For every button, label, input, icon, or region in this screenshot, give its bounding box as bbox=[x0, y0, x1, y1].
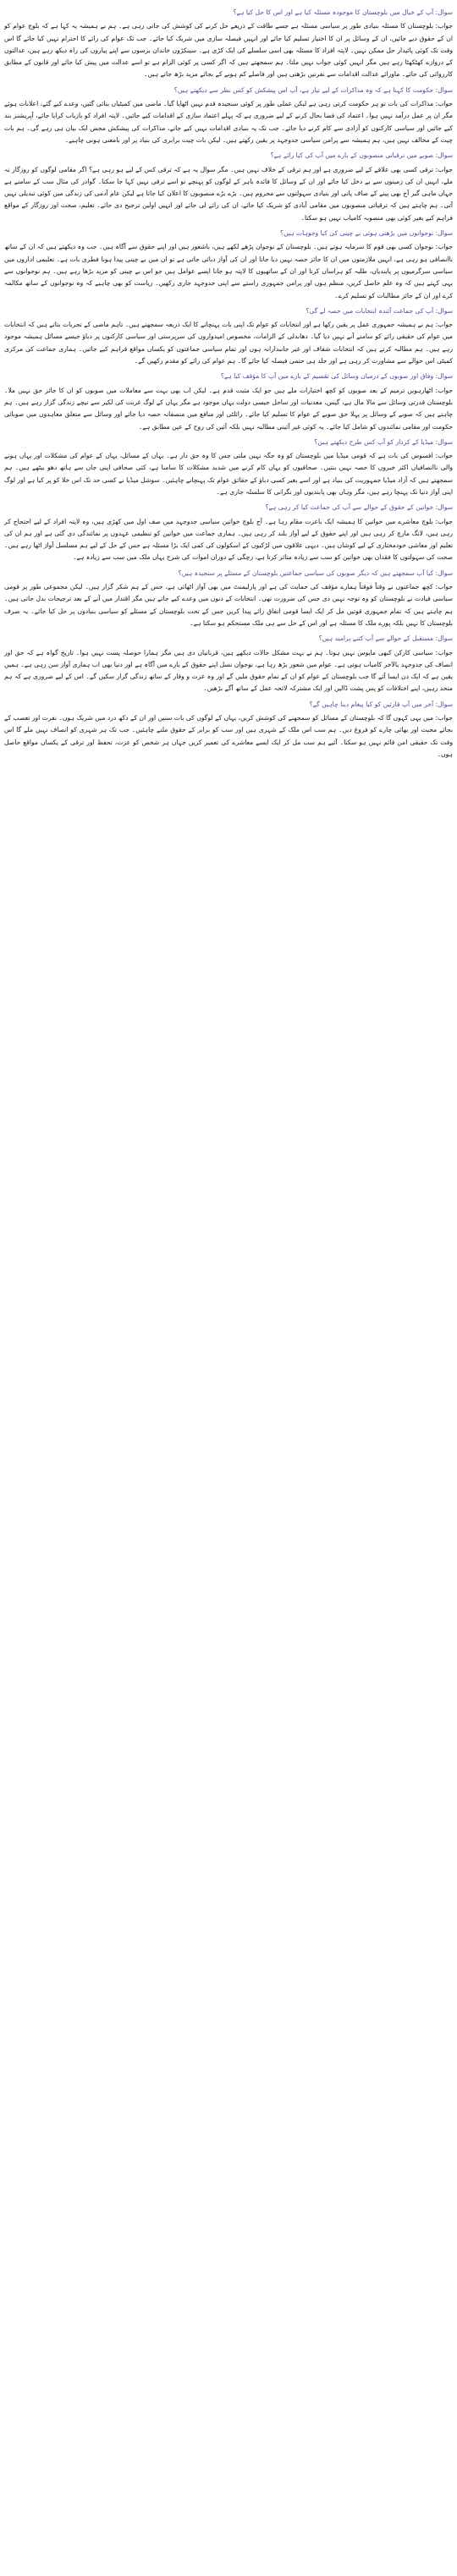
question-5: سوال: آپ کی جماعت آئندہ انتخابات میں حصہ لے گی؟ bbox=[306, 306, 453, 315]
answer-8: جواب: بلوچ معاشرے میں خواتین کا ہمیشہ ایک باعزت مقام رہا ہے۔ آج بلوچ خواتین سیاسی جدوجہد میں صف اول میں کھڑی ہیں، وہ لاپتہ افراد کے لیے احتجاج کر رہی ہیں، لانگ مارچ کر رہی ہیں اور اپنے حقوق کے لیے آواز بلند کر رہی ہیں۔ ہماری جماعت میں خواتین کو تنظیمی عہدوں پر نمائندگی دی گئی ہے اور ہم ان کی تعلیم اور معاشی خودمختاری کے لیے کوشاں ہیں۔ دیہی علاقوں میں لڑکیوں کے اسکولوں کی کمی ایک بڑا مسئلہ ہے جس کے حل کے لیے ہم مسلسل آواز اٹھا رہے ہیں۔ صحت کی سہولتوں کا فقدان بھی خواتین کو سب سے زیادہ متاثر کرتا ہے، زچگی کے دوران اموات کی شرح یہاں ملک میں سب سے زیادہ ہے۔ bbox=[4, 517, 453, 562]
question-10: سوال: مستقبل کے حوالے سے آپ کتنے پرامید ہیں؟ bbox=[318, 634, 453, 643]
question-6: سوال: وفاق اور صوبوں کے درمیان وسائل کی تقسیم کے بارے میں آپ کا مؤقف کیا ہے؟ bbox=[220, 372, 453, 381]
answer-10: جواب: سیاسی کارکن کبھی مایوس نہیں ہوتا۔ ہم نے بہت مشکل حالات دیکھے ہیں، قربانیاں دی ہیں مگر ہمارا حوصلہ پست نہیں ہوا۔ تاریخ گواہ ہے کہ حق اور انصاف کی جدوجہد بالآخر کامیاب ہوتی ہے۔ عوام میں شعور بڑھ رہا ہے، نوجوان نسل اپنے حقوق کے بارے میں آگاہ ہے اور دنیا بھی اب ہماری آواز سن رہی ہے۔ ہمیں یقین ہے کہ ایک دن ایسا آئے گا جب بلوچستان کے عوام کو ان کے تمام حقوق ملیں گے اور وہ عزت و وقار کے ساتھ زندگی گزار سکیں گے۔ اس کے لیے ضروری ہے کہ ہم متحد رہیں، اپنے اختلافات کو پس پشت ڈالیں اور ایک مشترکہ لائحہ عمل کے ساتھ آگے بڑھیں۔ bbox=[4, 648, 453, 693]
answer-6: جواب: اٹھارہویں ترمیم کے بعد صوبوں کو کچھ اختیارات ملے ہیں جو ایک مثبت قدم ہے۔ لیکن اب بھی بہت سے معاملات میں صوبوں کو ان کا جائز حق نہیں ملا۔ بلوچستان قدرتی وسائل سے مالا مال ہے، گیس، معدنیات اور ساحل جیسی دولت یہاں موجود ہے مگر یہاں کے لوگ غربت کی لکیر سے نیچے زندگی گزار رہے ہیں۔ ہم چاہتے ہیں کہ صوبے کے وسائل پر پہلا حق صوبے کے عوام کا تسلیم کیا جائے۔ رائلٹی اور منافع میں منصفانہ حصہ دیا جائے اور وسائل سے متعلق معاہدوں میں صوبائی حکومت اور مقامی نمائندوں کو شامل کیا جائے۔ یہ کوئی غیر آئینی مطالبہ نہیں بلکہ آئین کی روح کے عین مطابق ہے۔ bbox=[4, 386, 453, 431]
question-8: سوال: خواتین کے حقوق کے حوالے سے آپ کی جماعت کیا کر رہی ہے؟ bbox=[265, 503, 453, 512]
answer-5: جواب: ہم نے ہمیشہ جمہوری عمل پر یقین رکھا ہے اور انتخابات کو عوام تک اپنی بات پہنچانے کا ایک ذریعہ سمجھتے ہیں۔ تاہم ماضی کے تجربات بتاتے ہیں کہ انتخابات میں عوام کی حقیقی رائے کو سامنے آنے نہیں دیا گیا۔ دھاندلی کے الزامات، مخصوص امیدواروں کی سرپرستی اور سیاسی کارکنوں پر دباؤ جیسے مسائل ہمیشہ موجود رہے ہیں۔ ہم مطالبہ کرتے ہیں کہ انتخابات شفاف اور غیر جانبدارانہ ہوں اور تمام سیاسی جماعتوں کو یکساں مواقع فراہم کیے جائیں۔ ہماری جماعت کی مرکزی کمیٹی اس حوالے سے مشاورت کر رہی ہے اور جلد ہی حتمی فیصلہ کیا جائے گا۔ ہم عوام کی رائے کو مقدم رکھیں گے۔ bbox=[4, 321, 453, 365]
question-4: سوال: نوجوانوں میں بڑھتی ہوئی بے چینی کی کیا وجوہات ہیں؟ bbox=[280, 229, 453, 238]
question-3: سوال: صوبے میں ترقیاتی منصوبوں کے بارے میں آپ کی کیا رائے ہے؟ bbox=[270, 151, 453, 160]
question-1: سوال: آپ کے خیال میں بلوچستان کا موجودہ مسئلہ کیا ہے اور اس کا حل کیا ہے؟ bbox=[233, 8, 453, 16]
answer-1: جواب: بلوچستان کا مسئلہ بنیادی طور پر سیاسی مسئلہ ہے جسے طاقت کے ذریعے حل کرنے کی کوشش کی جاتی رہی ہے۔ ہم نے ہمیشہ یہ کہا ہے کہ بلوچ عوام کو ان کے حقوق دیے جائیں، ان کے وسائل پر ان کا اختیار تسلیم کیا جائے اور انہیں فیصلہ سازی میں شریک کیا جائے۔ جب تک عوام کی رائے کا احترام نہیں کیا جائے گا اس وقت تک کوئی پائیدار حل ممکن نہیں۔ لاپتہ افراد کا مسئلہ بھی اسی سلسلے کی ایک کڑی ہے۔ سینکڑوں خاندان برسوں سے اپنے پیاروں کی راہ دیکھ رہے ہیں، عدالتوں کے دروازے کھٹکھٹا رہے ہیں مگر انہیں کوئی جواب نہیں ملتا۔ ہم سمجھتے ہیں کہ اگر کسی پر کوئی الزام ہے تو اسے عدالت میں پیش کیا جائے اور قانون کے مطابق کارروائی کی جائے۔ ماورائے عدالت اقدامات سے نفرتیں بڑھتی ہیں اور فاصلے کم ہونے کے بجائے مزید بڑھ جاتے ہیں۔ bbox=[4, 22, 453, 79]
answer-7: جواب: افسوس کی بات ہے کہ قومی میڈیا میں بلوچستان کو وہ جگہ نہیں ملتی جس کا وہ حق دار ہے۔ یہاں کے مسائل، یہاں کے عوام کی مشکلات اور یہاں ہونے والی ناانصافیاں اکثر خبروں کا حصہ نہیں بنتیں۔ صحافیوں کو یہاں کام کرنے میں شدید مشکلات کا سامنا ہے، کئی صحافی اپنی جان سے ہاتھ دھو بیٹھے ہیں۔ ہم سمجھتے ہیں کہ آزاد میڈیا جمہوریت کی بنیاد ہے اور اسے بغیر کسی دباؤ کے حقائق عوام تک پہنچانے چاہئیں۔ سوشل میڈیا نے کسی حد تک اس خلا کو پر کیا ہے اور لوگ اپنی آواز دنیا تک پہنچا رہے ہیں، مگر وہاں بھی پابندیوں اور نگرانی کا سلسلہ جاری ہے۔ bbox=[4, 452, 453, 496]
answer-9: جواب: کچھ جماعتوں نے وقتاً فوقتاً ہمارے مؤقف کی حمایت کی ہے اور پارلیمنٹ میں بھی آواز اٹھائی ہے، جس کے ہم شکر گزار ہیں۔ لیکن مجموعی طور پر قومی سیاسی قیادت نے بلوچستان کو وہ توجہ نہیں دی جس کی ضرورت تھی۔ انتخابات کے دنوں میں وعدے کیے جاتے ہیں مگر اقتدار میں آنے کے بعد ترجیحات بدل جاتی ہیں۔ ہم چاہتے ہیں کہ تمام جمہوری قوتیں مل کر ایک ایسا قومی اتفاق رائے پیدا کریں جس کے تحت بلوچستان کے مسئلے کو سیاسی بنیادوں پر حل کیا جائے۔ یہ صرف بلوچستان کا نہیں بلکہ پورے ملک کا مسئلہ ہے اور اس کے حل سے ہی ملک مستحکم ہو سکتا ہے۔ bbox=[4, 583, 453, 627]
question-2: سوال: حکومت کا کہنا ہے کہ وہ مذاکرات کے لیے تیار ہے، آپ اس پیشکش کو کس نظر سے دیکھتے ہیں؟ bbox=[173, 85, 453, 94]
answer-4: جواب: نوجوان کسی بھی قوم کا سرمایہ ہوتے ہیں۔ بلوچستان کے نوجوان پڑھے لکھے ہیں، باشعور ہیں اور اپنے حقوق سے آگاہ ہیں۔ جب وہ دیکھتے ہیں کہ ان کے ساتھ ناانصافی ہو رہی ہے، انہیں ملازمتوں میں ان کا جائز حصہ نہیں دیا جاتا اور ان کی آواز دبائی جاتی ہے تو ان میں بے چینی پیدا ہونا فطری بات ہے۔ تعلیمی اداروں میں سیاسی سرگرمیوں پر پابندیاں، طلبہ کو ہراساں کرنا اور ان کے ساتھیوں کا لاپتہ ہو جانا ایسے عوامل ہیں جو اس بے چینی کو مزید بڑھا رہے ہیں۔ ہم نوجوانوں سے یہی کہتے ہیں کہ وہ علم حاصل کریں، منظم ہوں اور پرامن جمہوری راستے سے اپنی جدوجہد جاری رکھیں۔ ریاست کو بھی چاہیے کہ وہ نوجوانوں کے ساتھ مکالمہ کرے اور ان کے جائز مطالبات کو تسلیم کرے۔ bbox=[4, 243, 453, 299]
question-9: سوال: کیا آپ سمجھتے ہیں کہ دیگر صوبوں کی سیاسی جماعتیں بلوچستان کے مسئلے پر سنجیدہ ہیں؟ bbox=[178, 568, 453, 577]
answer-2: جواب: مذاکرات کی بات تو ہر حکومت کرتی رہی ہے لیکن عملی طور پر کوئی سنجیدہ قدم نہیں اٹھایا گیا۔ ماضی میں کمیٹیاں بنائی گئیں، وعدے کیے گئے، اعلانات ہوئے مگر ان پر عمل درآمد نہیں ہوا۔ اعتماد کی فضا بحال کرنے کے لیے ضروری ہے کہ پہلے اعتماد سازی کے اقدامات کیے جائیں۔ لاپتہ افراد کو بازیاب کرایا جائے، آپریشنز بند کیے جائیں اور سیاسی کارکنوں کو آزادی سے کام کرنے دیا جائے۔ جب تک یہ بنیادی اقدامات نہیں کیے جاتے، مذاکرات کی پیشکش محض ایک بیان ہی رہے گی۔ ہم بات چیت کے مخالف نہیں ہیں، ہم ہمیشہ سے پرامن سیاسی جدوجہد پر یقین رکھتے ہیں۔ لیکن بات چیت برابری کی بنیاد پر اور بامعنی ہونی چاہیے۔ bbox=[4, 100, 453, 144]
answer-3: جواب: ترقی کسی بھی علاقے کے لیے ضروری ہے اور ہم ترقی کے خلاف نہیں ہیں۔ مگر سوال یہ ہے کہ ترقی کس کے لیے ہو رہی ہے؟ اگر مقامی لوگوں کو روزگار نہ ملے، انہیں ان کی زمینوں سے بے دخل کیا جائے اور ان کے وسائل کا فائدہ باہر کے لوگوں کو پہنچے تو اسے ترقی نہیں کہا جا سکتا۔ گوادر کی مثال سب کے سامنے ہے جہاں ماہی گیر آج بھی پینے کے صاف پانی اور بنیادی سہولتوں سے محروم ہیں۔ بڑے بڑے منصوبوں کا اعلان کیا جاتا ہے لیکن عام آدمی کی زندگی میں کوئی تبدیلی نہیں آتی۔ ہم چاہتے ہیں کہ ترقیاتی منصوبوں میں مقامی آبادی کو شریک کیا جائے، ان کی رائے لی جائے اور انہیں اولین ترجیح دی جائے۔ تعلیم، صحت اور روزگار کے مواقع فراہم کیے بغیر کوئی بھی منصوبہ کامیاب نہیں ہو سکتا۔ bbox=[4, 165, 453, 222]
question-7: سوال: میڈیا کے کردار کو آپ کس طرح دیکھتے ہیں؟ bbox=[314, 437, 453, 446]
answer-11: جواب: میں یہی کہوں گا کہ بلوچستان کے مسائل کو سمجھنے کی کوشش کریں، یہاں کے لوگوں کی بات سنیں اور ان کے دکھ درد میں شریک ہوں۔ نفرت اور تعصب کے بجائے محبت اور بھائی چارے کو فروغ دیں۔ ہم سب اس ملک کے شہری ہیں اور سب کو برابر کے حقوق ملنے چاہئیں۔ جب تک ہر شہری کو انصاف نہیں ملے گا اس وقت تک حقیقی امن قائم نہیں ہو سکتا۔ آئیے ہم سب مل کر ایک ایسے معاشرے کی تعمیر کریں جہاں ہر شخص کو عزت، تحفظ اور ترقی کے یکساں مواقع حاصل ہوں۔ bbox=[4, 714, 453, 758]
question-11: سوال: آخر میں آپ قارئین کو کیا پیغام دینا چاہیں گے؟ bbox=[309, 700, 453, 708]
